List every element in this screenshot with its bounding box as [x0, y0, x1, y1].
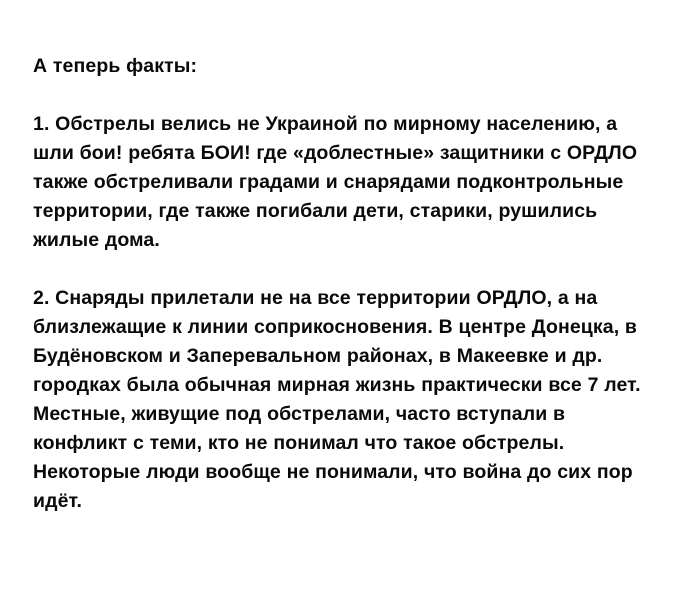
- document-heading: А теперь факты:: [33, 55, 198, 77]
- paragraph-fact-2: 2. Снаряды прилетали не на все территории ОРДЛО, а на близлежащие к линии соприкосновения. В центре Донецка, в Будёновском и Заперевальном районах, в Макеевке и др. городках была обычная мирная жизнь практически все 7 лет. Местные, живущие под обстрелами, часто вступали в конфликт с теми, кто не понимал что такое обстрелы. Некоторые люди вообще не понимали, что война до сих пор идёт.: [33, 287, 641, 512]
- document-body: [33, 52, 660, 516]
- paragraph-fact-1: 1. Обстрелы велись не Украиной по мирному населению, а шли бои! ребята БОИ! где «доблестные» защитники с ОРДЛО также обстреливали градами и снарядами подконтрольные территории, где также погибали дети, старики, рушились жилые дома.: [33, 113, 638, 251]
